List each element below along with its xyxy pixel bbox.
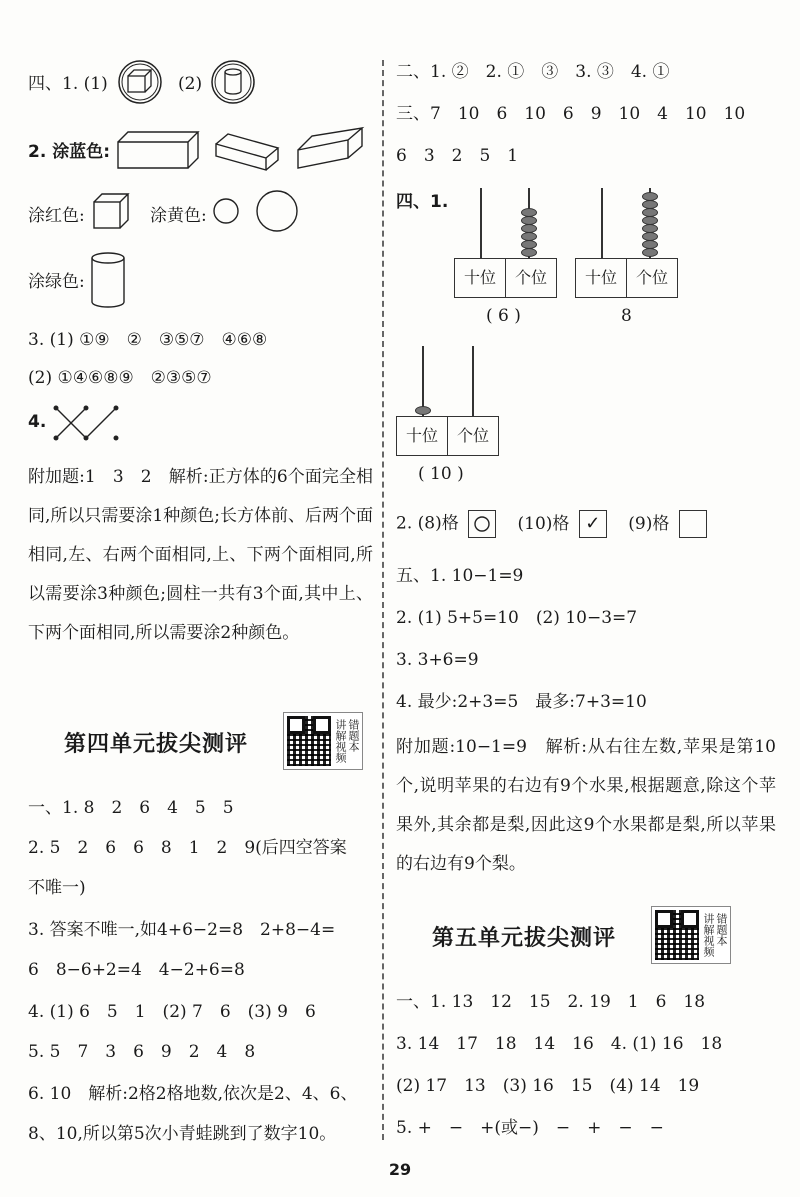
cube-circled-icon bbox=[118, 60, 168, 106]
abacus3-ones-rod bbox=[472, 346, 474, 416]
qr-code-icon bbox=[655, 910, 699, 960]
r-line-8: 4. 最少:2+3=5 最多:7+3=10 bbox=[396, 692, 647, 712]
matching-lines-icon bbox=[54, 404, 124, 444]
cylinder-icon bbox=[90, 252, 130, 312]
ones-label: 个位 bbox=[447, 417, 498, 455]
abacus-bead bbox=[642, 216, 658, 225]
abacus-bead bbox=[642, 248, 658, 257]
qr-code-icon bbox=[287, 716, 331, 766]
abacus-bead bbox=[642, 240, 658, 249]
r-q2: 2. (8)格 (10)格 ✓ (9)格 bbox=[396, 510, 707, 538]
s4-green: 涂绿色: bbox=[28, 272, 85, 292]
circle-box bbox=[468, 510, 496, 538]
checkmark-box: ✓ bbox=[579, 510, 607, 538]
abacus3-answer: ( 10 ) bbox=[418, 464, 464, 484]
cuboids-icon bbox=[116, 128, 376, 173]
abacus-bead bbox=[642, 192, 658, 201]
s4-yellow: 涂黄色: bbox=[150, 206, 207, 226]
abacus-bead bbox=[642, 200, 658, 209]
abacus-bead bbox=[642, 232, 658, 241]
abacus2-place-value bbox=[575, 258, 678, 298]
tens-label: 十位 bbox=[405, 426, 438, 445]
unit4-qr-block bbox=[283, 712, 363, 770]
tens-label: 十位 bbox=[463, 268, 496, 287]
unit5-qr-block bbox=[651, 906, 731, 964]
u4-line-1: 一、1. 8 2 6 4 5 5 bbox=[28, 798, 234, 818]
s4-q3-l1: 3. (1) ①⑨ ② ③⑤⑦ ④⑥⑧ bbox=[28, 330, 268, 350]
ones-label: 个位 bbox=[505, 259, 556, 297]
u4-line-9: 8、10,所以第5次小青蛙跳到了数字10。 bbox=[28, 1124, 337, 1144]
ones-label: 个位 bbox=[626, 259, 677, 297]
abacus-bead bbox=[521, 248, 537, 257]
cylinder-circled-icon bbox=[211, 60, 261, 106]
qr-label: 讲解视频 错题本 bbox=[702, 913, 728, 957]
u4-line-5: 6 8−6+2=4 4−2+6=8 bbox=[28, 960, 245, 980]
u4-line-2: 2. 5 2 6 6 8 1 2 9(后四空答案 bbox=[28, 838, 347, 858]
abacus1-tens-rod bbox=[480, 188, 482, 258]
page-number: 29 bbox=[388, 1160, 412, 1179]
tens-label: 十位 bbox=[584, 268, 617, 287]
r-line-1: 二、1. ② 2. ① ③ 3. ③ 4. ① bbox=[396, 62, 670, 82]
u5-line-2: 3. 14 17 18 14 16 4. (1) 16 18 bbox=[396, 1034, 723, 1054]
s4-q2: 2. 涂蓝色: bbox=[28, 142, 111, 162]
abacus-bead bbox=[521, 232, 537, 241]
small-sphere-icon bbox=[213, 198, 243, 228]
abacus-bead bbox=[521, 216, 537, 225]
cube-icon bbox=[92, 192, 132, 232]
u4-line-4: 3. 答案不唯一,如4+6−2=8 2+8−4= bbox=[28, 920, 336, 940]
left-column bbox=[28, 0, 373, 1157]
abacus1-answer: ( 6 ) bbox=[486, 306, 521, 326]
column-divider bbox=[382, 60, 384, 1140]
abacus-bead bbox=[642, 208, 658, 217]
right-column bbox=[396, 0, 776, 1157]
unit4-title: 第四单元拔尖测评 bbox=[64, 732, 249, 757]
r-line-2: 三、7 10 6 10 6 9 10 4 10 10 bbox=[396, 104, 746, 124]
abacus-bead bbox=[521, 208, 537, 217]
abacus1-place-value bbox=[454, 258, 557, 298]
r-line-6: 2. (1) 5+5=10 (2) 10−3=7 bbox=[396, 608, 638, 628]
abacus-bead bbox=[642, 224, 658, 233]
u4-line-6: 4. (1) 6 5 1 (2) 7 6 (3) 9 6 bbox=[28, 1002, 316, 1022]
r-line-7: 3. 3+6=9 bbox=[396, 650, 479, 670]
s4-q3-l2: (2) ①④⑥⑧⑨ ②③⑤⑦ bbox=[28, 368, 212, 388]
s4-red: 涂红色: bbox=[28, 206, 85, 226]
u4-line-3: 不唯一) bbox=[28, 878, 86, 898]
r-q4: 四、1. bbox=[396, 192, 449, 212]
s4-q1-b: (2) bbox=[178, 74, 203, 94]
u4-line-8: 6. 10 解析:2格2格地数,依次是2、4、6、 bbox=[28, 1084, 358, 1104]
abacus-bead bbox=[415, 406, 431, 415]
s4-q1: 四、1. (1) bbox=[28, 74, 108, 94]
u5-line-4: 5. + − +(或−) − + − − bbox=[396, 1118, 664, 1138]
u4-line-7: 5. 5 7 3 6 9 2 4 8 bbox=[28, 1042, 256, 1062]
u5-line-3: (2) 17 13 (3) 16 15 (4) 14 19 bbox=[396, 1076, 700, 1096]
u5-line-1: 一、1. 13 12 15 2. 19 1 6 18 bbox=[396, 992, 706, 1012]
abacus-bead bbox=[521, 224, 537, 233]
unit5-title: 第五单元拔尖测评 bbox=[432, 926, 617, 951]
abacus3-place-value bbox=[396, 416, 499, 456]
large-sphere-icon bbox=[256, 190, 300, 234]
abacus-bead bbox=[521, 240, 537, 249]
qr-label: 讲解视频 错题本 bbox=[334, 719, 360, 763]
extra-question-explanation: 附加题:1 3 2 解析:正方体的6个面完全相同,所以只需要涂1种颜色;长方体前、后两个面相同,左、右两个面相同,上、下两个面相同,所以需要涂3种颜色;圆柱一共有3个面,其中上、下两个面相同,所以需要涂2种颜色。 bbox=[28, 467, 373, 643]
r-line-5: 五、1. 10−1=9 bbox=[396, 566, 524, 586]
r-extra-explanation: 附加题:10−1=9 解析:从右往左数,苹果是第10个,说明苹果的右边有9个水果,根据题意,除这个苹果外,其余都是梨,因此这9个水果都是梨,所以苹果的右边有9个梨。 bbox=[396, 737, 776, 874]
s4-q4: 4. bbox=[28, 412, 47, 432]
abacus2-tens-rod bbox=[601, 188, 603, 258]
empty-box bbox=[679, 510, 707, 538]
abacus2-answer: 8 bbox=[621, 306, 632, 326]
r-line-3: 6 3 2 5 1 bbox=[396, 146, 519, 166]
